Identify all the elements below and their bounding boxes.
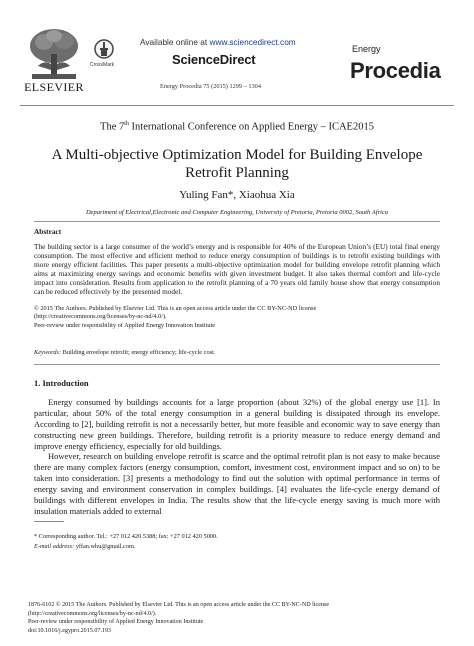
abstract-top-rule	[34, 221, 440, 222]
email-line: E-mail address: yffan.whu@gmail.com.	[34, 543, 136, 550]
abstract-bottom-rule	[34, 364, 440, 365]
conference-line: The 7th International Conference on Applied Energy – ICAE2015	[100, 121, 374, 133]
corresponding-author: * Corresponding author. Tel.: +27 012 420 5388; fax: +27 012 420 5000.	[34, 533, 218, 540]
keywords: Keywords: Building envelope retrofit; energy efficiency; life-cycle cost.	[34, 349, 216, 356]
journal-name-small: Energy	[352, 44, 381, 54]
abstract-body: The building sector is a large consumer of the world’s energy and is responsible for 40% of the European Union’s (EU) total final energy consumption. The most effective and efficient method to reduce energy consumption of buildings is to retrofit existing buildings with more energy efficient facilities. This paper presents a multi-objective optimization model for building envelope retrofit planning which aims at maximizing energy savings and economic benefits with given investment budget. It also takes thermal comfort and life-cycle impact into consideration. Results from application to the retrofit planning of a 70 years old family house show that energy consumption can be reduced effectively by the presented model.	[34, 242, 440, 296]
authors: Yuling Fan*, Xiaohua Xia	[179, 189, 295, 201]
journal-citation: Energy Procedia 75 (2015) 1299 – 1304	[160, 83, 261, 90]
section-heading-introduction: 1. Introduction	[34, 378, 89, 388]
title-line-1: A Multi-objective Optimization Model for Building Envelope	[51, 147, 423, 163]
email-link[interactable]: yffan.whu@gmail.com.	[74, 543, 136, 550]
elsevier-wordmark: ELSEVIER	[24, 80, 84, 94]
footer-license-link[interactable]: (http://creativecommons.org/licenses/by-nc-nd/4.0/).	[28, 610, 157, 617]
title-line-2: Retrofit Planning	[185, 165, 289, 181]
elsevier-logo	[18, 26, 90, 98]
sciencedirect-link[interactable]: www.sciencedirect.com	[209, 37, 296, 47]
page-title	[0, 146, 474, 182]
doi[interactable]: doi:10.1016/j.egypro.2015.07.193	[28, 627, 112, 634]
platform-name: ScienceDirect	[172, 52, 256, 67]
license-link[interactable]: (http://creativecommons.org/licenses/by-nc-nd/4.0/).	[34, 313, 167, 321]
crossmark-icon[interactable]	[94, 39, 114, 59]
header-divider	[20, 105, 454, 106]
abstract-heading: Abstract	[34, 227, 62, 236]
footnote-rule	[34, 521, 64, 522]
keywords-label: Keywords:	[34, 349, 62, 356]
footnote	[34, 532, 440, 552]
intro-paragraph-2: However, research on building envelope retrofit is scarce and the optimal retrofit plan is not easy to make because there are many complex factors (energy consumption, comfort, investment cost, environment impact and so on) to be taken into consideration. [3] presents a methodology to find out the solution with optimal performance in terms of energy saving and environment conservation in complex buildings. [4] evaluates the life-cycle energy demand of buildings with different envelopes in India. The results show that the life-cycle energy saving is much more with insulation materials added to external	[34, 451, 440, 516]
crossmark-label: CrossMark	[90, 62, 115, 68]
copyright-notice: © 2015 The Authors. Published by Elsevier Ltd. This is an open access article under the CC BY-NC-ND license (http://creativecommons.org/licenses/by-nc-nd/4.0/). Peer-review under responsibility of Applied Energy Innovation Institute	[34, 305, 440, 330]
elsevier-tree-logo-icon	[24, 26, 84, 80]
page-footer: 1876-6102 © 2015 The Authors. Published by Elsevier Ltd. This is an open access article under the CC BY-NC-ND license (http://creativecommons.org/licenses/by-nc-nd/4.0/). Peer-review under responsibility of Applied Energy Innovation Institute doi:10.1016/j.egypro.2015.07.193	[28, 601, 448, 635]
intro-paragraph-1: Energy consumed by buildings accounts for a large proportion (about 32%) of the global energy use [1]. In particular, about 50% of the total energy consumption in a general building is dissipated through its envelope. According to [2], building retrofit is not a necessarily better, but more feasible and economic way to save energy than constructing new green buildings. Therefore, building retrofit is a priority measure to reduce energy demand and improve energy efficiency, especially for old buildings.	[34, 397, 440, 451]
available-online-line: Available online at www.sciencedirect.com	[140, 37, 296, 47]
journal-name-large: Procedia	[350, 58, 441, 83]
affiliation: Department of Electrical,Electronic and Computer Engineering, University of Pretoria, Pretoria 0002, South Africa	[85, 209, 389, 216]
